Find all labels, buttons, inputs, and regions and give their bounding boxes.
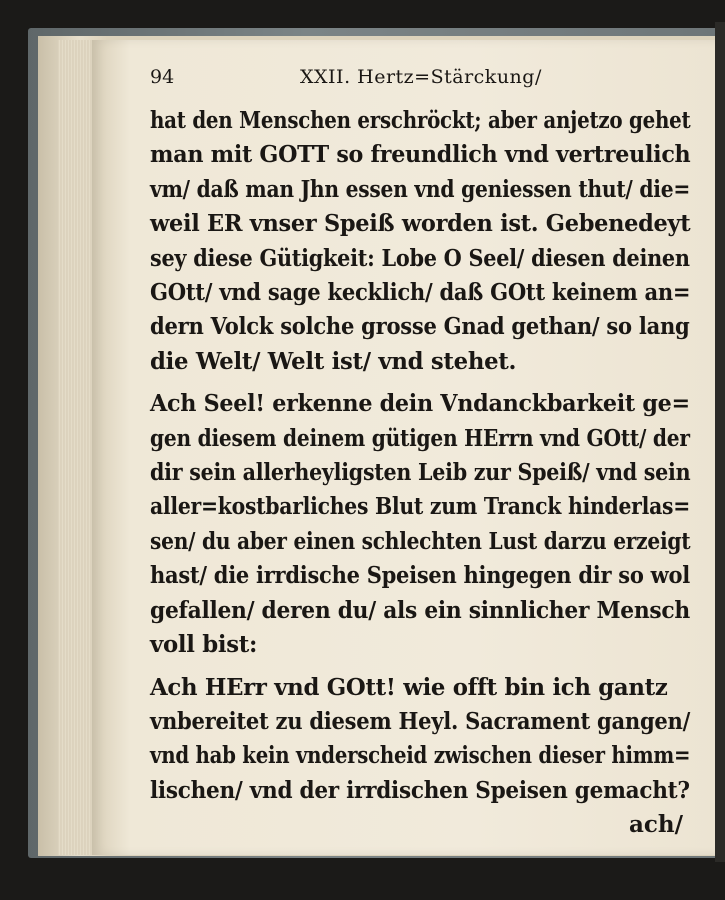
text-block [150,66,695,842]
catchword: ach/ [628,811,683,839]
text-line: GOtt/ vnd sage kecklich/ daß GOtt keinem an= [150,279,691,307]
text-line: sey diese Gütigkeit: Lobe O Seel/ diesen deinen [150,244,690,272]
text-line: hast/ die irrdische Speisen hingegen dir so wol [150,562,690,590]
facing-page-edge [715,22,725,862]
text-line: dir sein allerheyligsten Leib zur Speiß/ vnd sein [150,459,691,487]
text-line: vm/ daß man Jhn essen vnd geniessen thut/ die= [150,175,691,203]
text-line: gefallen/ deren du/ als ein sinnlicher Mensch [150,596,690,624]
running-head-title: XXII. Hertz=Stärckung/ [300,66,542,88]
paragraph-3 [150,671,695,809]
text-line: weil ER vnser Speiß worden ist. Gebenedeyt [150,210,691,238]
text-line: Ach Seel! erkenne dein Vndanckbarkeit ge= [150,390,690,418]
text-line: hat den Menschen erschröckt; aber anjetzo gehet [150,107,691,134]
text-line: dern Volck solche grosse Gnad gethan/ so lang [150,313,690,341]
text-line: man mit GOTT so freundlich vnd vertreulich [150,141,691,169]
text-line: die Welt/ Welt ist/ vnd stehet. [150,347,517,375]
text-line: vnbereitet zu diesem Heyl. Sacrament gangen/ [150,707,691,735]
text-line: lischen/ vnd der irrdischen Speisen gemacht? [150,776,690,804]
running-head [150,66,695,104]
text-line: voll bist: [150,631,258,659]
page-number: 94 [150,66,175,88]
text-line: sen/ du aber einen schlechten Lust darzu erzeigt [150,527,691,555]
paragraph-2 [150,387,695,662]
text-line: vnd hab kein vnderscheid zwischen dieser himm= [150,742,691,770]
text-line: gen diesem deinem gütigen HErrn vnd GOtt/ der [150,424,690,452]
text-line: aller=kostbarliches Blut zum Tranck hinderlas= [150,493,691,521]
text-line: Ach HErr vnd GOtt! wie offt bin ich gantz [150,673,668,701]
paragraph-1 [150,104,695,379]
